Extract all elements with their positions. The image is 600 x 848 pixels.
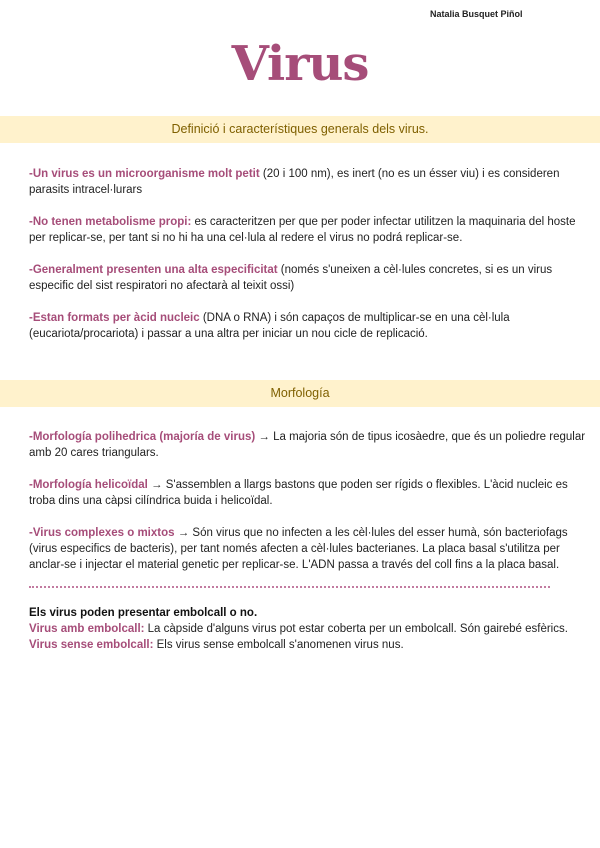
morphology-text: → S'assemblen a llargs bastons que poden ser rígids o flexibles. L'àcid nucleic es troba dins una càpsi cilíndrica buida i helicoïdal. — [29, 479, 568, 507]
envelope-term: Virus sense embolcall: — [29, 639, 154, 651]
author-name: Natalia Busquet Piñol — [430, 9, 523, 19]
envelope-term: Virus amb embolcall: — [29, 623, 145, 635]
definition-term: -Un virus es un microorganisme molt petit — [29, 168, 260, 180]
morphology-text: → Són virus que no infecten a les cèl·lules del esser humà, són bacteriofags (virus especifics de bacteris), per tant només afecten a cèl·lules bacterianes. La placa basal s'utilitza per anclar-se i injectar el material genetic per replicar-se. L'ADN passa a través del coll fins a la placa basal. — [29, 527, 568, 571]
envelope-text: Els virus sense embolcall s'anomenen virus nus. — [153, 639, 404, 651]
envelope-block — [29, 605, 589, 653]
definition-item-2 — [29, 214, 589, 246]
definition-term: -No tenen metabolisme propi: — [29, 216, 192, 228]
definition-text: (DNA o RNA) i són capaços de multiplicar-se en una cèl·lula (eucariota/procariota) i passar a una altra per iniciar un nou cicle de replicació. — [29, 312, 510, 340]
section-heading-morphology: Morfología — [0, 380, 600, 407]
definition-text: (20 i 100 nm), es inert (no es un ésser viu) i es consideren parasits intracel·lurars — [29, 168, 560, 196]
envelope-text: La càpside d'alguns virus pot estar coberta per un embolcall. Són gairebé esfèrics. — [144, 623, 568, 635]
dotted-divider — [29, 586, 550, 588]
morphology-term: -Morfología helicoïdal — [29, 479, 148, 491]
envelope-item-with — [29, 621, 589, 637]
page-title: Virus — [231, 36, 369, 92]
definition-text: (només s'uneixen a cèl·lules concretes, si es un virus especific del sist respiratori no afectarà al teixit ossi) — [29, 264, 553, 292]
definition-text: es caracteritzen per que per poder infectar utilitzen la maquinaria del hoste per replicar-se, per tant si no hi ha una cel·lula al redere el virus no podrá replicar-se. — [29, 216, 576, 244]
envelope-item-without — [29, 637, 589, 653]
morphology-text: → La majoria són de tipus icosàedre, que és un poliedre regular amb 20 cares triangulars. — [29, 431, 586, 459]
envelope-title: Els virus poden presentar embolcall o no. — [29, 607, 258, 619]
morphology-item-2 — [29, 477, 589, 509]
definition-item-1 — [29, 166, 589, 198]
definition-term: -Estan formats per àcid nucleic — [29, 312, 200, 324]
definition-term: -Generalment presenten una alta especificitat — [29, 264, 278, 276]
definition-item-4 — [29, 310, 589, 342]
morphology-term: -Morfología polihedrica (majoría de virus) — [29, 431, 256, 443]
morphology-item-3 — [29, 525, 589, 573]
definition-item-3 — [29, 262, 589, 294]
section-heading-definition: Definició i característiques generals dels virus. — [0, 116, 600, 143]
morphology-term: -Virus complexes o mixtos — [29, 527, 175, 539]
morphology-item-1 — [29, 429, 589, 461]
